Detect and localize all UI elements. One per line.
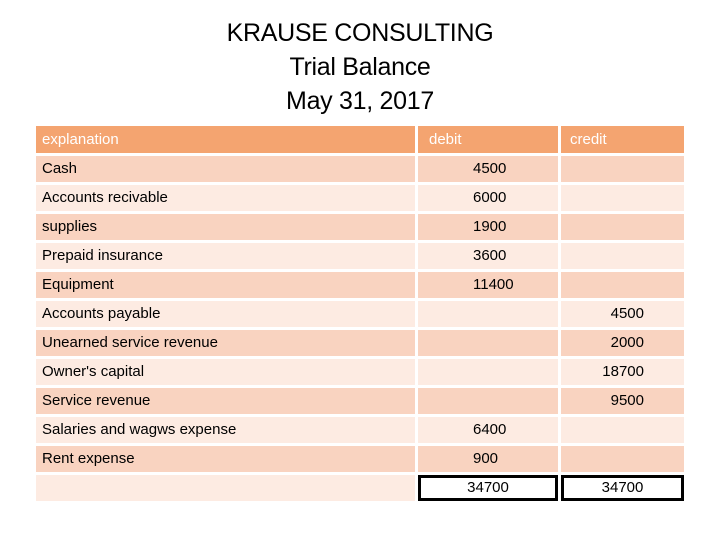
- row-label: Cash: [36, 156, 415, 182]
- row-credit: 2000: [561, 330, 684, 356]
- row-debit: 4500: [418, 156, 558, 182]
- row-debit: [418, 301, 558, 327]
- row-debit: 11400: [418, 272, 558, 298]
- row-debit: 6400: [418, 417, 558, 443]
- header-explanation: explanation: [36, 126, 415, 153]
- report-name: Trial Balance: [289, 53, 431, 81]
- totals-label: [36, 475, 415, 501]
- report-date: May 31, 2017: [286, 87, 434, 115]
- row-debit: 6000: [418, 185, 558, 211]
- row-label: supplies: [36, 214, 415, 240]
- header-credit: credit: [561, 126, 684, 153]
- company-name: KRAUSE CONSULTING: [226, 19, 494, 47]
- row-credit: 18700: [561, 359, 684, 385]
- row-credit: 4500: [561, 301, 684, 327]
- row-debit: 3600: [418, 243, 558, 269]
- total-credit: 34700: [561, 475, 684, 501]
- row-label: Owner's capital: [36, 359, 415, 385]
- total-debit: 34700: [418, 475, 558, 501]
- row-debit: 1900: [418, 214, 558, 240]
- row-debit: [418, 330, 558, 356]
- row-label: Rent expense: [36, 446, 415, 472]
- row-credit: [561, 243, 684, 269]
- row-credit: 9500: [561, 388, 684, 414]
- report-title: [0, 16, 720, 118]
- header-debit: debit: [418, 126, 558, 153]
- row-credit: [561, 185, 684, 211]
- row-debit: [418, 359, 558, 385]
- row-label: Prepaid insurance: [36, 243, 415, 269]
- row-debit: 900: [418, 446, 558, 472]
- row-credit: [561, 156, 684, 182]
- trial-balance-table: [36, 126, 684, 501]
- row-credit: [561, 446, 684, 472]
- row-credit: [561, 272, 684, 298]
- row-label: Service revenue: [36, 388, 415, 414]
- row-label: Accounts recivable: [36, 185, 415, 211]
- row-label: Salaries and wagws expense: [36, 417, 415, 443]
- row-credit: [561, 214, 684, 240]
- row-label: Accounts payable: [36, 301, 415, 327]
- row-label: Equipment: [36, 272, 415, 298]
- row-debit: [418, 388, 558, 414]
- row-label: Unearned service revenue: [36, 330, 415, 356]
- row-credit: [561, 417, 684, 443]
